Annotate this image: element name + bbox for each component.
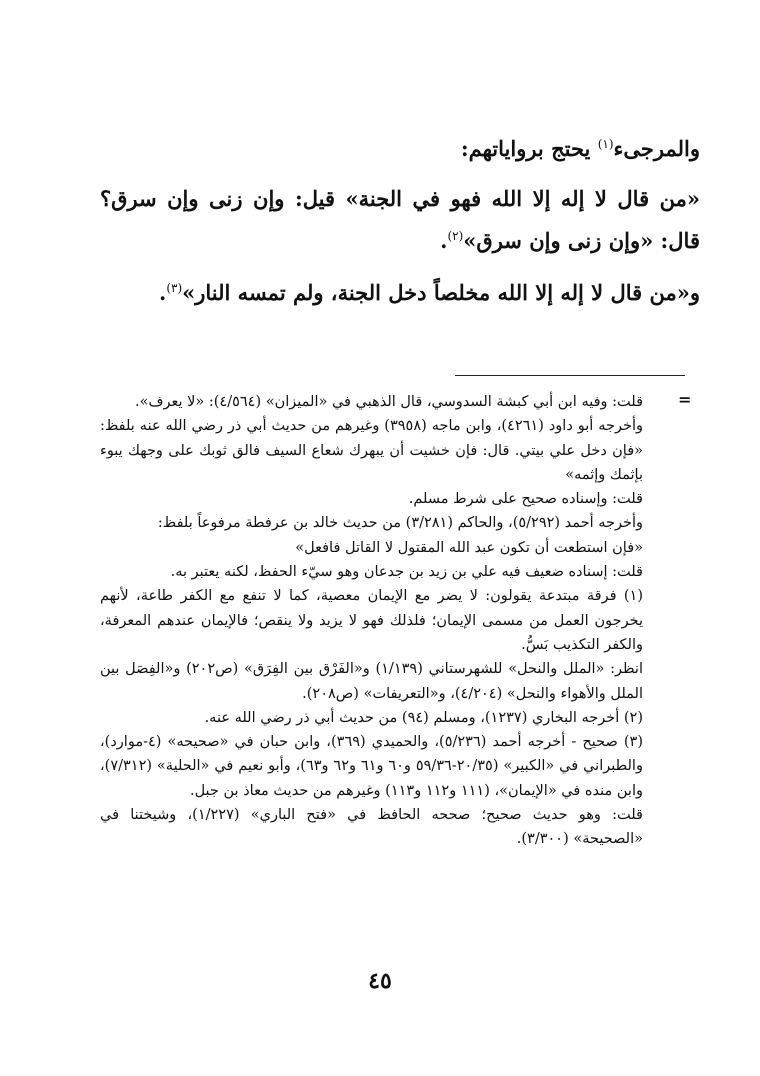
footnote-2: (٢) أخرجه البخاري (١٢٣٧)، ومسلم (٩٤) من حديث أبي ذر رضي الله عنه. — [204, 709, 643, 726]
heading-rest: يحتج برواياتهم: — [460, 136, 598, 161]
footnote-1: (١) فرقة مبتدعة يقولون: لا يضر مع الإيمان معصية، كما لا تنفع مع الكفر طاعة، لأنهم يخرجون العمل من مسمى الإيمان؛ فلذلك فهو لا يزيد ولا ينقص؛ فالإيمان عندهم المعرفة، والكفر التكذيب بَسُّ. — [100, 588, 643, 653]
footnote-continuation-line: قلت: وفيه ابن أبي كبشة السدوسي، قال الذهبي في «الميزان» (٤/٥٦٤): «لا يعرف». — [134, 394, 643, 410]
hadith-paragraph-2 — [100, 272, 700, 314]
footnotes-block — [100, 390, 665, 852]
footnote-continuation-line: قلت: وإسناده صحيح على شرط مسلم. — [408, 491, 643, 508]
hadith-paragraph-1 — [100, 178, 700, 262]
heading-word: والمرجىء — [613, 136, 700, 161]
footnote-continuation-line: وأخرجه أحمد (٥/٢٩٢)، والحاكم (٣/٢٨١) من حديث خالد بن عرفطة مرفوعاً بلفظ: — [157, 515, 643, 532]
page-number: ٤٥ — [368, 968, 392, 994]
footnote-continuation-line: وأخرجه أبو داود (٤٢٦١)، وابن ماجه (٣٩٥٨) وغيرهم من حديث أبي ذر رضي الله عنه بلفظ: «فإن دخل علي بيتي. قال: فإن خشيت أن يبهرك شعاع السيف فالق ثوبك على وجهك يبوء بإثمك وإثمه» — [100, 418, 644, 483]
footnote-continuation-line: قلت: إسناده ضعيف فيه علي بن زيد بن جدعان وهو سيّء الحفظ، لكنه يعتبر به. — [170, 564, 643, 581]
hadith-2-text: «من قال لا إله إلا الله مخلصاً دخل الجنة، ولم تمسه النار» — [182, 280, 690, 305]
footnote-continuation-line: «فإن استطعت أن تكون عبد الله المقتول لا القاتل فافعل» — [295, 539, 643, 556]
footnote-ref-1[interactable]: (١) — [597, 137, 614, 151]
main-text — [100, 128, 700, 324]
footnote-ref-2[interactable]: (٢) — [447, 229, 464, 243]
period: . — [440, 228, 448, 253]
footnote-3: (٣) صحيح - أخرجه أحمد (٥/٢٣٦)، والحميدي (٣٦٩)، وابن حبان في «صحيحه» (٤-موارد)، والطبراني في «الكبير» (٢٠/٣٥-٥٩/٣٦ و٦٠ و٦١ و٦٢ و٦٣)، وأبو نعيم في «الحلية» (٧/٣١٢)، وابن منده في «الإيمان»، (١١١ و١١٢ و١١٣) وغيرهم من حديث معاذ بن جبل. — [100, 734, 643, 799]
footnote-1-reference: انظر: «الملل والنحل» للشهرستاني (١/١٣٩) و«الفَرْق بين الفِرَق» (ص٢٠٢) و«الفِصَل بين الملل والأهواء والنحل» (٤/٢٠٤)، و«التعريفات» (ص٢٠٨). — [100, 661, 643, 702]
footnote-3-reference: قلت: وهو حديث صحيح؛ صححه الحافظ في «فتح الباري» (١/٢٢٧)، وشيختنا في «الصحيحة» (٣/٣٠٠). — [100, 807, 643, 848]
footnote-separator — [455, 375, 685, 376]
hadith-1-text: «من قال لا إله إلا الله فهو في الجنة» قيل: وإن زنى وإن سرق؟ قال: «وإن زنى وإن سرق» — [100, 186, 700, 253]
conjunction: و — [689, 280, 700, 305]
footnote-ref-3[interactable]: (٣) — [166, 281, 183, 295]
section-heading — [100, 128, 700, 170]
period: . — [159, 280, 167, 305]
continuation-mark: = — [678, 390, 692, 409]
